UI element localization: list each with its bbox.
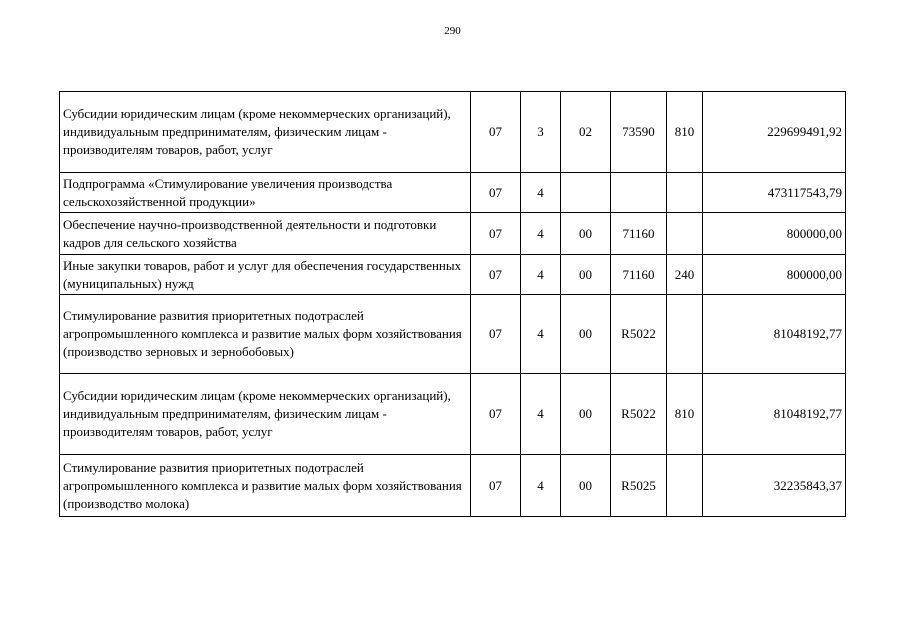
activity-code [561,173,611,213]
row-name: Субсидии юридическим лицам (кроме некоммерческих организаций), индивидуальным предпринимателям, физическим лицам - производителям товаров, работ, услуг [60,374,471,455]
table-row [60,255,846,295]
amount: 473117543,79 [703,173,846,213]
subprogram-code: 4 [521,455,561,517]
direction-code: R5022 [611,295,667,374]
expense-type-code [667,455,703,517]
row-name: Стимулирование развития приоритетных подотраслей агропромышленного комплекса и развитие малых форм хозяйствования (производство молока) [60,455,471,517]
subprogram-code: 4 [521,295,561,374]
expense-type-code [667,213,703,255]
activity-code: 00 [561,455,611,517]
section-code: 07 [471,455,521,517]
expense-type-code: 240 [667,255,703,295]
amount: 81048192,77 [703,295,846,374]
amount: 81048192,77 [703,374,846,455]
subprogram-code: 4 [521,374,561,455]
amount: 229699491,92 [703,92,846,173]
activity-code: 02 [561,92,611,173]
activity-code: 00 [561,255,611,295]
section-code: 07 [471,255,521,295]
subprogram-code: 4 [521,255,561,295]
amount: 800000,00 [703,255,846,295]
table-row [60,455,846,517]
table-row [60,213,846,255]
section-code: 07 [471,374,521,455]
section-code: 07 [471,92,521,173]
section-code: 07 [471,213,521,255]
direction-code [611,173,667,213]
row-name: Обеспечение научно-производственной деятельности и подготовки кадров для сельского хозяйства [60,213,471,255]
direction-code: 71160 [611,213,667,255]
subprogram-code: 3 [521,92,561,173]
row-name: Стимулирование развития приоритетных подотраслей агропромышленного комплекса и развитие малых форм хозяйствования (производство зерновых и зернобобовых) [60,295,471,374]
expense-type-code: 810 [667,92,703,173]
direction-code: 71160 [611,255,667,295]
activity-code: 00 [561,295,611,374]
amount: 32235843,37 [703,455,846,517]
direction-code: 73590 [611,92,667,173]
expense-type-code: 810 [667,374,703,455]
row-name: Субсидии юридическим лицам (кроме некоммерческих организаций), индивидуальным предпринимателям, физическим лицам - производителям товаров, работ, услуг [60,92,471,173]
row-name: Иные закупки товаров, работ и услуг для обеспечения государственных (муниципальных) нужд [60,255,471,295]
section-code: 07 [471,173,521,213]
table-row [60,374,846,455]
row-name: Подпрограмма «Стимулирование увеличения производства сельскохозяйственной продукции» [60,173,471,213]
table-row [60,92,846,173]
page-number: 290 [444,25,461,37]
subprogram-code: 4 [521,213,561,255]
direction-code: R5025 [611,455,667,517]
table-row [60,295,846,374]
subprogram-code: 4 [521,173,561,213]
section-code: 07 [471,295,521,374]
budget-table [59,91,846,517]
activity-code: 00 [561,374,611,455]
direction-code: R5022 [611,374,667,455]
activity-code: 00 [561,213,611,255]
amount: 800000,00 [703,213,846,255]
expense-type-code [667,173,703,213]
table-row [60,173,846,213]
expense-type-code [667,295,703,374]
